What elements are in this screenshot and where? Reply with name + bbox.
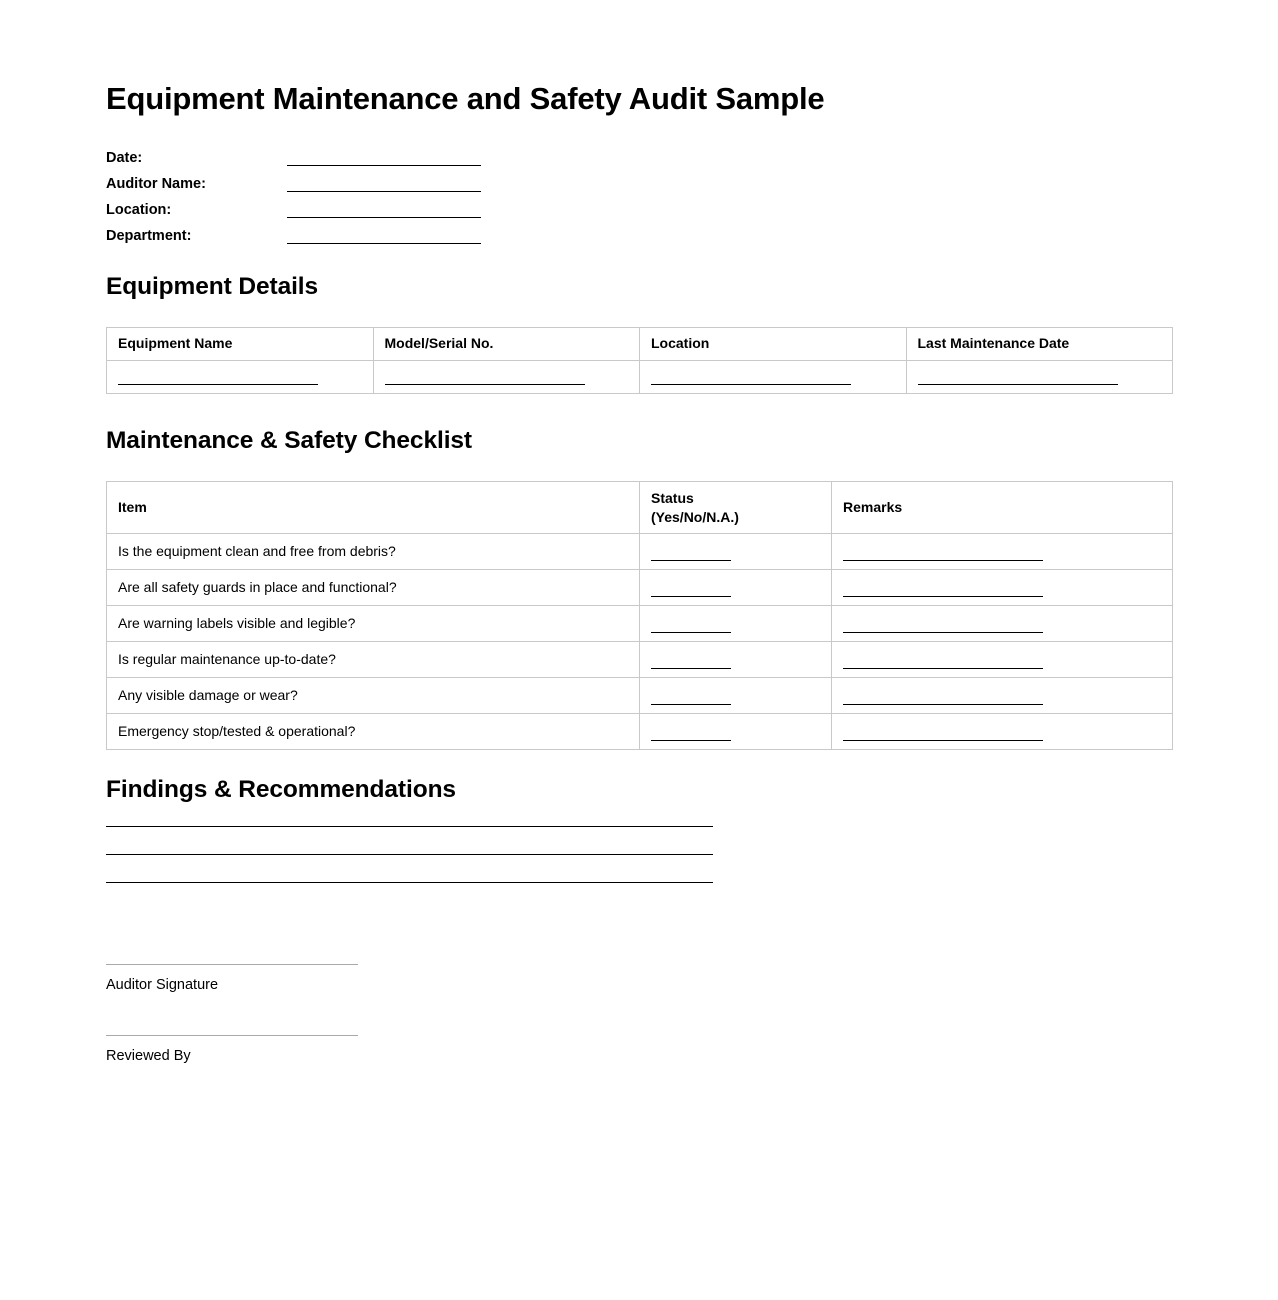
column-header-label: Model/Serial No. [384,335,494,352]
model-serial-no-input[interactable] [385,384,585,385]
column-header-equipment-name [107,328,374,361]
checklist-item-label: Is the equipment clean and free from debris? [118,542,396,559]
table-header-row [107,482,1173,534]
meta-label-auditor-name: Auditor Name: [106,176,206,192]
status-input[interactable] [651,560,731,561]
reviewed-by-block [106,1035,358,1065]
page-title: Equipment Maintenance and Safety Audit Sample [106,81,825,116]
cell-checklist-item [107,714,640,750]
column-header-label: Equipment Name [118,335,233,352]
cell-checklist-item [107,606,640,642]
table-row [107,678,1173,714]
remarks-input[interactable] [843,596,1043,597]
checklist-item-label: Are warning labels visible and legible? [118,614,356,631]
cell-status[interactable] [640,606,832,642]
meta-input-location[interactable] [287,217,481,218]
column-header-status-line2: (Yes/No/N.A.) [651,508,739,525]
meta-label-location: Location: [106,202,172,218]
cell-equipment-name[interactable] [107,361,374,394]
table-row [107,714,1173,750]
checklist-item-label: Are all safety guards in place and functional? [118,578,397,595]
column-header-status-block [640,489,831,526]
findings-line-2[interactable] [106,854,713,855]
cell-status[interactable] [640,678,832,714]
audit-meta-fields [106,148,706,252]
cell-remarks[interactable] [832,642,1173,678]
checklist-item-label: Is regular maintenance up-to-date? [118,650,336,667]
auditor-signature-block [106,964,358,994]
section-heading-equipment-details: Equipment Details [106,273,319,300]
meta-row-auditor-name [106,174,706,200]
remarks-input[interactable] [843,740,1043,741]
remarks-input[interactable] [843,560,1043,561]
cell-model-serial-no[interactable] [373,361,640,394]
equipment-name-input[interactable] [118,384,318,385]
status-input[interactable] [651,668,731,669]
cell-status[interactable] [640,714,832,750]
cell-checklist-item [107,570,640,606]
status-input[interactable] [651,740,731,741]
equipment-details-table [106,327,1173,394]
auditor-signature-label: Auditor Signature [106,977,219,993]
checklist-rows [107,534,1173,750]
table-row [107,534,1173,570]
column-header-last-maintenance-date [906,328,1173,361]
meta-row-location [106,200,706,226]
status-input[interactable] [651,632,731,633]
location-input[interactable] [651,384,851,385]
column-header-label: Last Maintenance Date [917,335,1070,352]
maintenance-safety-checklist-table [106,481,1173,750]
meta-label-department: Department: [106,228,192,244]
cell-checklist-item [107,678,640,714]
cell-last-maintenance-date[interactable] [906,361,1173,394]
table-row [107,606,1173,642]
cell-checklist-item [107,534,640,570]
table-row [107,642,1173,678]
cell-remarks[interactable] [832,570,1173,606]
cell-remarks[interactable] [832,534,1173,570]
table-row [107,361,1173,394]
remarks-input[interactable] [843,668,1043,669]
meta-input-auditor-name[interactable] [287,191,481,192]
column-header-location [640,328,907,361]
column-header-model-serial-no [373,328,640,361]
cell-status[interactable] [640,642,832,678]
cell-checklist-item [107,642,640,678]
table-header-row [107,328,1173,361]
section-heading-findings-recommendations: Findings & Recommendations [106,776,456,803]
status-input[interactable] [651,704,731,705]
findings-line-3[interactable] [106,882,713,883]
column-header-label: Remarks [843,498,903,515]
findings-recommendations-lines [106,826,713,910]
remarks-input[interactable] [843,632,1043,633]
section-heading-maintenance-safety-checklist: Maintenance & Safety Checklist [106,427,472,454]
meta-row-department [106,226,706,252]
meta-row-date [106,148,706,174]
status-input[interactable] [651,596,731,597]
cell-location[interactable] [640,361,907,394]
cell-status[interactable] [640,570,832,606]
cell-remarks[interactable] [832,606,1173,642]
meta-input-department[interactable] [287,243,481,244]
checklist-item-label: Any visible damage or wear? [118,686,298,703]
meta-input-date[interactable] [287,165,481,166]
cell-status[interactable] [640,534,832,570]
meta-label-date: Date: [106,150,143,166]
checklist-item-label: Emergency stop/tested & operational? [118,722,356,739]
column-header-status-line1: Status [651,490,694,507]
column-header-status [640,482,832,534]
remarks-input[interactable] [843,704,1043,705]
column-header-label: Location [651,335,710,352]
table-row [107,570,1173,606]
last-maintenance-date-input[interactable] [918,384,1118,385]
findings-line-1[interactable] [106,826,713,827]
column-header-label: Item [118,498,147,515]
column-header-item [107,482,640,534]
reviewed-by-label: Reviewed By [106,1048,191,1064]
cell-remarks[interactable] [832,714,1173,750]
column-header-remarks [832,482,1173,534]
cell-remarks[interactable] [832,678,1173,714]
